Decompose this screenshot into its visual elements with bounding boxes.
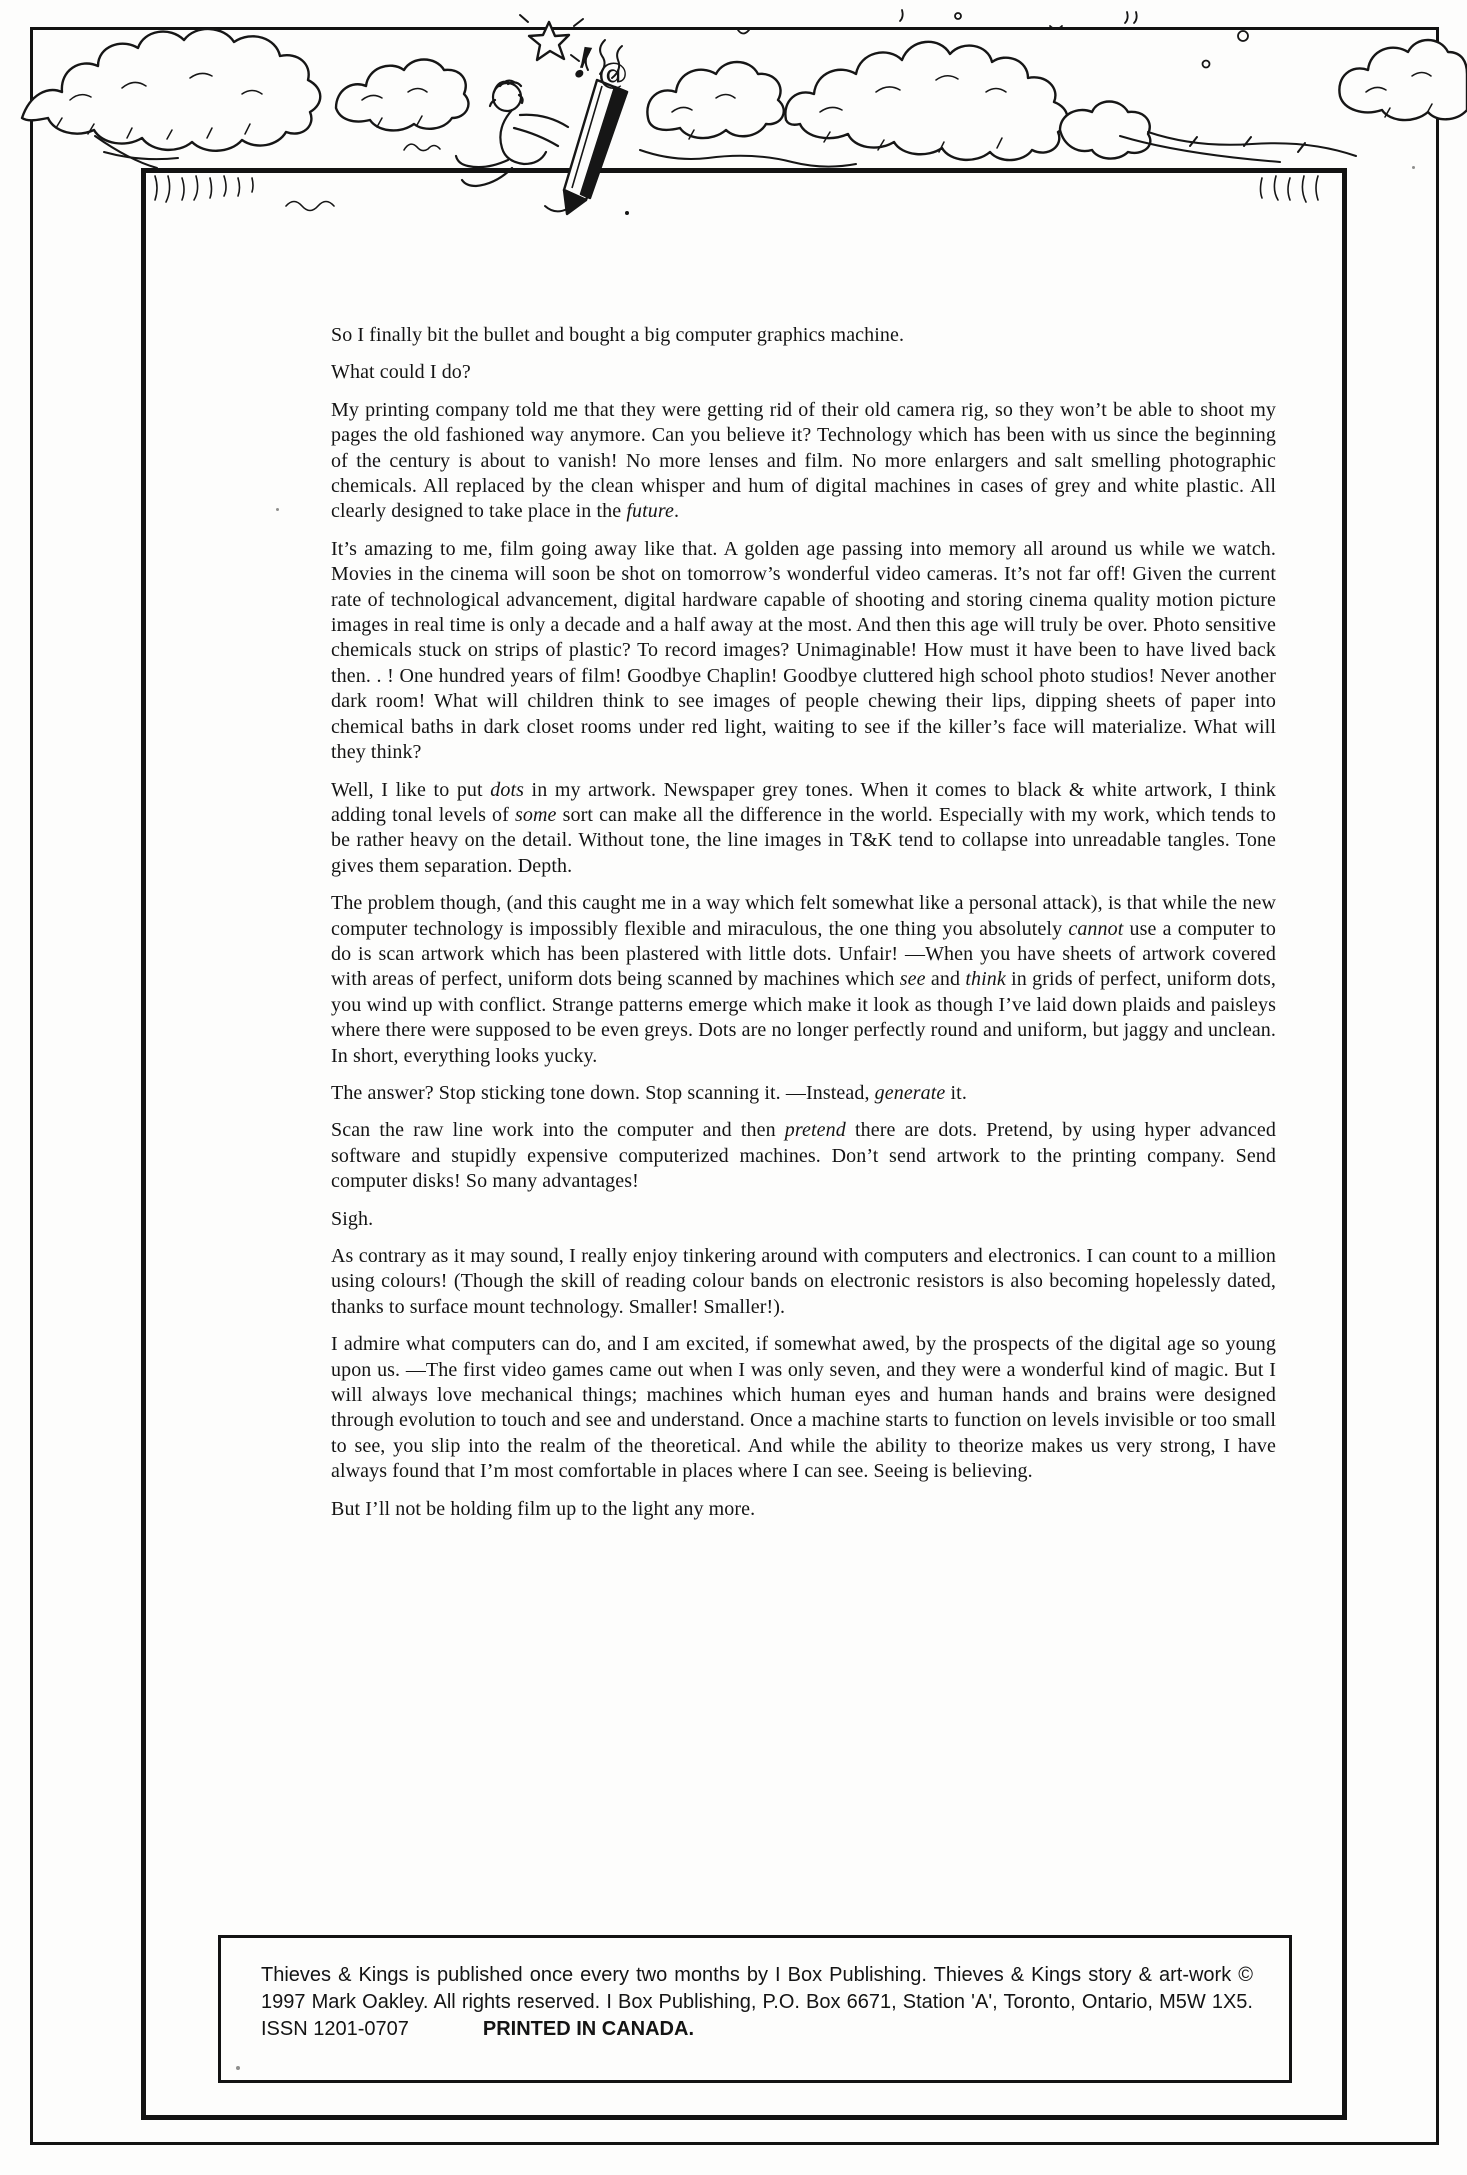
exclamation-mark: !: [570, 37, 596, 89]
paragraph-12: [331, 1497, 1276, 1522]
text-run: My printing company told me that they were getting rid of their old camera rig, so they won’t be able to shoot my pages the old fashioned way anymore. Can you believe it? Technology which has been with us since the beginning of the century is about to vanish! No more lenses and film. No more enlargers and salt smelling photographic chemicals. All replaced by the clean whisper and hum of digital machines in cases of grey and white plastic. All clearly designed to take place in the: [331, 398, 1276, 523]
text-run: The answer? Stop sticking tone down. Stop scanning it. —Instead,: [331, 1081, 875, 1104]
paragraph-11: [331, 1332, 1276, 1484]
paragraph-10: [331, 1244, 1276, 1320]
text-run: .: [673, 500, 680, 523]
text-run: there are dots. Pretend, by using hyper advanced software and stupidly expensive computerized machines. Don’t send artwork to the printing company. Send computer disks! So many advantages!: [331, 1119, 1276, 1193]
text-run-italic: generate: [874, 1081, 946, 1104]
publication-info: [261, 1962, 1253, 2043]
text-run: It’s amazing to me, film going away like that. A golden age passing into memory all around us while we watch. Movies in the cinema will soon be shot on tomorrow’s wonderful video cameras. It’s not far off! Given the current rate of technological advancement, digital hardware capable of shooting and storing cinema quality motion picture images in real time is only a decade and a half away at the most. And then this age will truly be over. Photo sensitive chemicals stuck on strips of plastic? To record images? Unimaginable! How must it have been to have lived back then. . ! One hundred years of film! Goodbye Chaplin! Goodbye cluttered high school photo studios! Never another dark room! What will children think to see images of people chewing their lips, dipping sheets of paper into chemical baths in dark closet rooms under red light, waiting to see if the killer’s face will materialize. What will they think?: [331, 537, 1277, 764]
writer-figure: [456, 81, 568, 186]
text-run: As contrary as it may sound, I really enjoy tinkering around with computers and electronics. I can count to a million using colours! (Though the skill of reading colour bands on electronic resistors is also becoming hopelessly dated, thanks to surface mount technology. Smaller! Smaller!).: [331, 1245, 1276, 1318]
text-run: So I finally bit the bullet and bought a big computer graphics machine.: [331, 324, 905, 346]
scan-speck: [276, 508, 279, 511]
paragraph-2: [331, 360, 1276, 385]
paragraph-7: [331, 1081, 1276, 1106]
paragraph-4: [331, 537, 1276, 766]
text-run: and: [925, 968, 966, 991]
paragraph-9: [331, 1207, 1276, 1232]
text-run: it.: [945, 1081, 967, 1104]
text-run: What could I do?: [331, 361, 471, 384]
inner-frame: [141, 168, 1347, 2120]
text-run-italic: think: [965, 968, 1006, 991]
text-run-italic: future: [626, 500, 674, 523]
scan-speck: [236, 2066, 240, 2070]
scan-speck: [1412, 166, 1415, 169]
text-run-italic: see: [899, 968, 926, 991]
printed-in-canada: PRINTED IN CANADA.: [482, 2018, 695, 2040]
branch-lines: [95, 132, 1356, 168]
giant-pencil: [564, 80, 627, 214]
paragraph-6: [331, 891, 1276, 1069]
text-run: Thieves & Kings is published once every two months by I Box Publishing. Thieves & Kings story & art-work © 1997 Mark Oakley. All rights reserved. I Box Publishing, P.O. Box 6671, Station 'A', Toronto, Ontario, M5W 1X5. ISSN 1201-0707: [261, 1964, 1253, 2040]
cloud-scribbles: [22, 29, 1467, 160]
letter-body: [331, 323, 1276, 1534]
text-run: I admire what computers can do, and I am excited, if somewhat awed, by the prospects of the digital age so young upon us. —The first video games came out when I was only seven, and they were a wonderful kind of magic. But I will always love mechanical things; machines which human eyes and human hands and brains were designed through evolution to touch and see and understand. Once a machine starts to function on levels invisible or too small to see, you slip into the realm of the theoretical. And while the ability to theorize makes us very strong, I have always found that I’m most comfortable in places where I can see. Seeing is believing.: [331, 1333, 1276, 1483]
top-artwork: [0, 0, 1467, 300]
paragraph-3: [331, 398, 1276, 525]
paragraph-1: [331, 323, 1276, 348]
text-run: Sigh.: [331, 1207, 374, 1230]
text-run: But I’ll not be holding film up to the light any more.: [331, 1497, 756, 1520]
text-run: in my artwork. Newspaper grey tones. When it comes to black & white artwork, I think adding tonal levels of: [331, 778, 1277, 826]
at-sign: @: [598, 57, 628, 92]
text-run-italic: pretend: [784, 1119, 846, 1142]
text-run-italic: dots: [490, 778, 524, 801]
paragraph-5: [331, 778, 1276, 880]
text-run: use a computer to do is scan artwork which has been plastered with little dots. Unfair! —When you have sheets of artwork covered with areas of perfect, uniform dots being scanned by machines which: [331, 917, 1276, 991]
star-icon: [529, 22, 569, 60]
colophon-box: [218, 1935, 1292, 2083]
text-run-italic: cannot: [1068, 917, 1124, 940]
text-run: in grids of perfect, uniform dots, you wind up with conflict. Strange patterns emerge which make it look as though I’ve laid down plaids and paisleys where there were supposed to be even greys. Dots are no longer perfectly round and uniform, but jaggy and unclean. In short, everything looks yucky.: [331, 968, 1276, 1067]
text-run: Well, I like to put: [331, 778, 491, 801]
text-run-italic: some: [514, 803, 557, 826]
corner-foliage-hatching: [155, 144, 1318, 210]
text-run: Scan the raw line work into the computer and then: [331, 1119, 785, 1142]
paragraph-8: [331, 1118, 1276, 1194]
text-run: sort can make all the difference in the world. Especially with my work, which tends to be rather heavy on the detail. Without tone, the line images in T&K tend to collapse into unreadable tangles. Tone gives them separation. Depth.: [331, 803, 1276, 877]
text-run: The problem though, (and this caught me in a way which felt somewhat like a personal attack), is that while the new computer technology is impossibly flexible and miraculous, the one thing you absolutely: [331, 892, 1276, 940]
